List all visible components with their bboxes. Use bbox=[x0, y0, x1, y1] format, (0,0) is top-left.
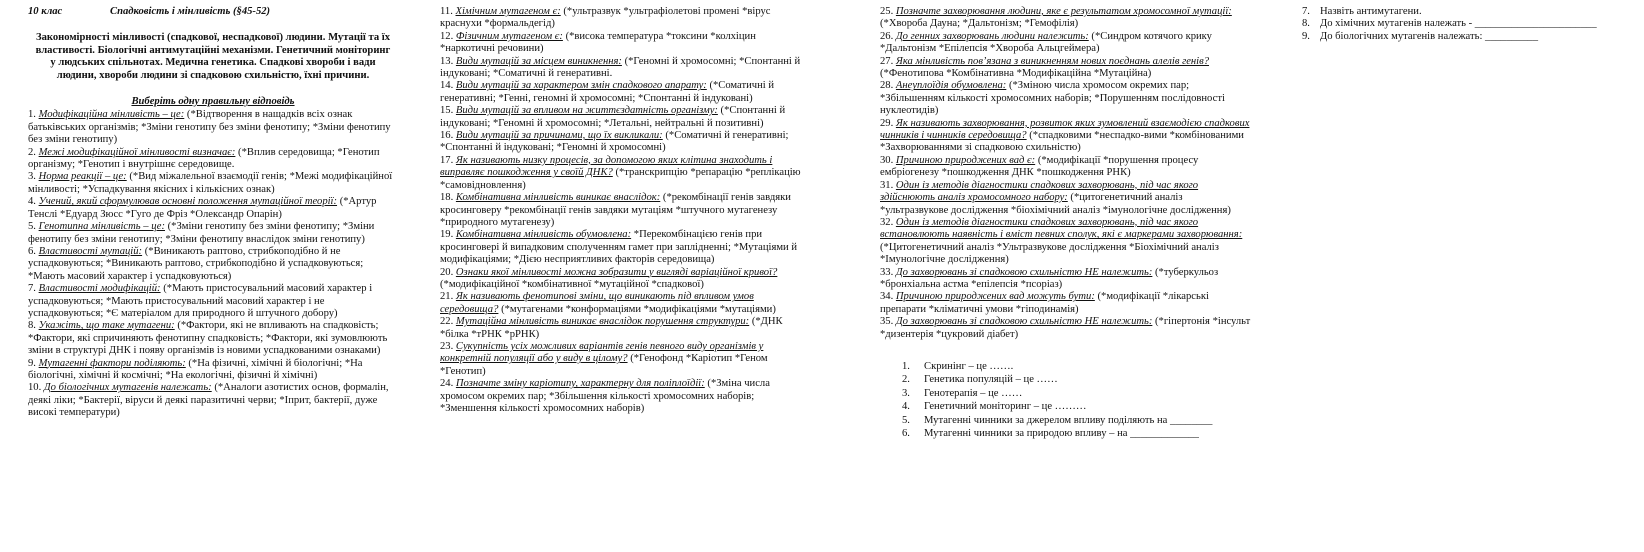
question-number: 16. bbox=[440, 130, 454, 142]
question-item bbox=[28, 382, 398, 419]
answer-options: (*Фактори, які не впливають на спадковість; *Фактори, які спричиняють фенотипну спадковість; *Фактори, які зумовлюють зміни в структурі ДНК і появу організмів із новими успадкованими ознаками) bbox=[28, 320, 388, 357]
question-text: Один із методів діагностики спадкових захворювань, під час якого встановлюють наявність і вміст певних сполук, які є маркерами захворювання: bbox=[880, 216, 1243, 241]
question-item bbox=[880, 80, 1252, 117]
question-item bbox=[880, 31, 1252, 56]
question-text: Позначте захворювання людини, яке є результатом хромосомної мутації: bbox=[895, 6, 1232, 17]
answer-options: (*Вплив середовища; *Генотип організму; *Генотип і внутрішнє середовище. bbox=[28, 146, 380, 171]
question-text: Комбінативна мінливість обумовлена: bbox=[455, 229, 632, 241]
question-item bbox=[880, 316, 1252, 341]
instruction-text: Виберіть одну правильну відповідь bbox=[131, 96, 295, 108]
question-text: До біологічних мутагенів належать: bbox=[43, 382, 212, 394]
question-number: 24. bbox=[440, 378, 454, 390]
question-text: Властивості мутацій: bbox=[38, 245, 143, 257]
open-question-number: 4. bbox=[902, 401, 910, 413]
answer-options: (*Мають пристосувальний масовий характер і успадковуються; *Мають пристосувальний масовий характер і не успадковуються; *Є матеріалом для природного й штучного добору) bbox=[28, 283, 373, 319]
question-text: Межі модифікаційної мінливості визначає: bbox=[38, 146, 236, 158]
question-number: 28. bbox=[880, 80, 894, 92]
question-item bbox=[440, 316, 812, 341]
question-item bbox=[880, 291, 1252, 316]
question-number: 11. bbox=[440, 6, 453, 17]
open-question-item bbox=[1302, 18, 1632, 30]
question-text: Норма реакції – це: bbox=[38, 171, 127, 183]
question-number: 6. bbox=[28, 245, 36, 257]
question-text: Генотипна мінливість – це: bbox=[38, 221, 165, 233]
question-text: Хімічним мутагеном є: bbox=[455, 6, 561, 17]
open-question-item bbox=[902, 388, 1252, 400]
answer-options: (*Генофонд *Каріотип *Геном *Генотип) bbox=[440, 353, 768, 377]
open-question-text: Скринінг – це ……. bbox=[924, 360, 1014, 372]
answer-options: (*транскрипцію *репарацію *реплікацію *самовідновлення) bbox=[440, 167, 801, 191]
question-number: 12. bbox=[440, 30, 454, 42]
questions-group-2 bbox=[440, 6, 812, 415]
question-number: 2. bbox=[28, 146, 36, 158]
question-number: 32. bbox=[880, 216, 894, 228]
question-item bbox=[440, 130, 812, 155]
question-number: 13. bbox=[440, 55, 454, 67]
open-question-item bbox=[902, 374, 1252, 386]
question-item bbox=[28, 283, 398, 320]
open-question-item bbox=[902, 361, 1252, 373]
answer-options: (*висока температура *токсини *колхіцин *наркотичні речовини) bbox=[440, 30, 756, 55]
open-question-text: До біологічних мутагенів належать: __________ bbox=[1320, 30, 1538, 42]
question-number: 30. bbox=[880, 154, 894, 166]
answer-options: (*Цитогенетичний аналіз *Ультразвукове дослідження *Біохімічний аналіз *Імунологічне дослідження) bbox=[880, 241, 1219, 266]
question-number: 10. bbox=[28, 382, 42, 394]
question-item bbox=[880, 6, 1252, 31]
question-number: 5. bbox=[28, 221, 36, 233]
question-text: До захворювань зі спадковою схильністю НЕ належить: bbox=[895, 266, 1153, 278]
answer-options: (*Соматичні й генеративні; *Спонтанні й індуковані; *Геномні й хромосомні) bbox=[440, 130, 789, 154]
answer-options: (*ДНК *білка *тРНК *рРНК) bbox=[440, 316, 783, 340]
answer-options: (*рекомбінації генів завдяки кросинговеру *рекомбінації генів завдяки мутаціям *штучного мутагенезу *природного мутагенезу) bbox=[440, 192, 791, 228]
answer-options: (*Відтворення в нащадків всіх ознак батьківських організмів; *Зміни генотипу без зміни фенотипу; *Зміни фенотипу без зміни генотипу) bbox=[28, 109, 391, 146]
question-item bbox=[28, 109, 398, 146]
open-question-item bbox=[902, 401, 1252, 413]
open-question-text: До хімічних мутагенів належать - _______________________ bbox=[1320, 18, 1597, 30]
answer-options: (*Зміною числа хромосом окремих пар; *Збільшенням кількості хромосомних наборів; *Порушенням послідовності нуклеотидів) bbox=[880, 80, 1225, 117]
answer-options: (*Соматичні й генеративні; *Генні, геномні й хромосомні; *Спонтанні й індуковані) bbox=[440, 80, 775, 104]
question-text: Види мутацій за характером змін спадкового апарату: bbox=[455, 80, 707, 92]
grade-label: 10 клас bbox=[28, 6, 63, 17]
question-item bbox=[440, 31, 812, 56]
question-item bbox=[880, 118, 1252, 155]
question-item bbox=[440, 6, 812, 31]
question-number: 15. bbox=[440, 105, 454, 117]
question-number: 7. bbox=[28, 283, 36, 295]
answer-options: (*Артур Тенслі *Едуард Зюсс *Гуго де Фріз *Олександр Опарін) bbox=[28, 196, 377, 220]
column-3 bbox=[880, 6, 1252, 441]
question-text: До генних захворювань людини належить: bbox=[895, 30, 1089, 42]
question-number: 9. bbox=[28, 357, 36, 369]
question-text: Ознаки якої мінливості можна зобразити у вигляді варіаційної кривої? bbox=[455, 266, 778, 278]
question-item bbox=[880, 155, 1252, 180]
question-number: 1. bbox=[28, 109, 36, 121]
open-question-number: 7. bbox=[1302, 6, 1310, 17]
question-number: 8. bbox=[28, 320, 36, 332]
answer-options: (*Аналоги азотистих основ, формалін, деякі ліки; *Бактерії, віруси й деякі паразитичні черви; *Іприт, бактерії, дуже високі температури) bbox=[28, 382, 389, 419]
open-question-number: 6. bbox=[902, 428, 910, 439]
question-text: Учений, який сформулював основні положення мутаційної теорії: bbox=[38, 196, 338, 208]
questions-group-1 bbox=[28, 109, 398, 419]
open-questions-list-continued bbox=[1302, 6, 1632, 43]
question-number: 19. bbox=[440, 229, 454, 241]
answer-options: (*мутагенами *конформаціями *модифікаціями *мутаціями) bbox=[501, 303, 776, 315]
question-text: Один із методів діагностики спадкових захворювань, під час якого здійснюють аналіз хромосомного набору: bbox=[880, 179, 1199, 204]
question-number: 25. bbox=[880, 6, 894, 17]
question-text: До захворювань зі спадковою схильністю НЕ належить: bbox=[895, 316, 1153, 328]
question-text: Мутаційна мінливість виникає внаслідок порушення структури: bbox=[455, 316, 750, 328]
question-text: Види мутацій за впливом на життєздатність організму: bbox=[455, 105, 718, 117]
question-item bbox=[440, 80, 812, 105]
open-question-text: Назвіть антимутагени. bbox=[1320, 6, 1422, 17]
column-4 bbox=[1302, 6, 1632, 43]
question-text: Комбінативна мінливість виникає внаслідок: bbox=[455, 192, 661, 204]
question-item bbox=[440, 105, 812, 130]
question-number: 18. bbox=[440, 192, 454, 204]
open-question-number: 1. bbox=[902, 360, 910, 372]
question-item bbox=[440, 378, 812, 415]
question-text: Причиною природжених вад можуть бути: bbox=[895, 291, 1095, 303]
answer-options: (*модифікаційної *комбінативної *мутаційної *спадкової) bbox=[440, 278, 704, 290]
answer-options: (*Синдром котячого крику *Дальтонізм *Епілепсія *Хвороба Альцгеймера) bbox=[880, 30, 1212, 55]
open-question-item bbox=[1302, 31, 1632, 43]
topic-heading: Закономірності мінливості (спадкової, неспадкової) людини. Мутації та їх властивості. Біологічні антимутаційні механізми. Генетичний моніторинг у людських спільнотах. Медична генетика. Спадкові хвороби і вади людини, хвороби людини зі спадковою схильністю, їхні причини. bbox=[35, 32, 391, 81]
answer-options: (*Виникають раптово, стрибкоподібно й не успадковуються; *Виникають раптово, стрибкоподібно й успадковуються; *Мають масовий характер і успадковуються) bbox=[28, 245, 364, 282]
question-item bbox=[28, 147, 398, 172]
answer-options: (*гіпертонія *інсульт *дизентерія *цукровий діабет) bbox=[880, 316, 1251, 340]
question-item bbox=[28, 196, 398, 221]
question-text: Укажіть, що таке мутагени: bbox=[38, 320, 175, 332]
answer-options: (*Спонтанні й індуковані; *Геномні й хромосомні; *Летальні, нейтральні й позитивні) bbox=[440, 105, 786, 129]
open-question-text: Мутагенні чинники за джерелом впливу поділяють на ________ bbox=[924, 414, 1213, 426]
question-text: Як називають низку процесів, за допомогою яких клітина знаходить і виправляє пошкодження у своїй ДНК? bbox=[440, 154, 773, 179]
open-question-item bbox=[902, 428, 1252, 440]
open-question-text: Генотерапія – це …… bbox=[924, 387, 1023, 399]
question-item bbox=[28, 171, 398, 196]
open-question-item bbox=[1302, 6, 1632, 18]
question-item bbox=[440, 192, 812, 229]
question-text: Види мутацій за причинами, що їх викликали: bbox=[455, 130, 663, 142]
question-text: Причиною природжених вад є: bbox=[895, 154, 1036, 166]
question-text: Мутагенні фактори поділяють: bbox=[38, 357, 186, 369]
question-number: 27. bbox=[880, 55, 894, 67]
question-number: 33. bbox=[880, 266, 894, 278]
question-number: 29. bbox=[880, 117, 894, 129]
question-item bbox=[880, 267, 1252, 292]
question-number: 26. bbox=[880, 30, 894, 42]
question-text: Анеуплоїдія обумовлена: bbox=[895, 80, 1007, 92]
open-question-text: Мутагенні чинники за природою впливу – на _____________ bbox=[924, 428, 1199, 439]
column-2 bbox=[440, 6, 812, 415]
question-text: Властивості модифікацій: bbox=[38, 283, 161, 295]
question-text: Яка мінливість пов’язана з виникненням нових поєднань алелів генів? bbox=[895, 55, 1210, 67]
question-number: 4. bbox=[28, 196, 36, 208]
answer-options: (*туберкульоз *бронхіальна астма *епілепсія *псоріаз) bbox=[880, 266, 1219, 290]
answer-options: (*Фенотипова *Комбінативна *Модифікаційна *Мутаційна) bbox=[880, 68, 1152, 80]
answer-options: (*ультразвук *ультрафіолетові промені *вірус краснухи *формальдегід) bbox=[440, 6, 771, 30]
answer-options: (*цитогенетичний аналіз *ультразвукове дослідження *біохімічний аналіз *імунологічне дослідження) bbox=[880, 192, 1231, 216]
question-item bbox=[440, 291, 812, 316]
question-item bbox=[28, 320, 398, 357]
question-number: 17. bbox=[440, 154, 454, 166]
answer-options: *Перекомбінацією генів при кросинговері й випадковим сполученням гамет при заплідненні; *Мутаціями й модифікаціями; *Дією несприятливих факторів середовища) bbox=[440, 229, 798, 266]
question-text: Як називають фенотипові зміни, що виникають під впливом умов середовища? bbox=[440, 291, 754, 315]
answer-options: (*Зміна числа хромосом окремих пар; *Збільшення кількості хромосомних наборів; *Зменшення кількості хромосомних наборів) bbox=[440, 378, 770, 414]
question-item bbox=[28, 246, 398, 283]
answer-options: (*Вид міжалельної взаємодії генів; *Межі модифікаційної мінливості; *Успадкування якісних і кількісних ознак) bbox=[28, 171, 393, 195]
open-question-number: 2. bbox=[902, 374, 910, 386]
question-number: 34. bbox=[880, 291, 894, 303]
question-item bbox=[28, 358, 398, 383]
open-question-text: Генетика популяцій – це …… bbox=[924, 374, 1058, 386]
answer-options: (*модифікації *лікарські препарати *кліматичні умови *гіподинамія) bbox=[880, 291, 1209, 315]
question-number: 21. bbox=[440, 291, 454, 303]
question-text: Модифікаційна мінливість – це: bbox=[38, 109, 185, 121]
question-number: 3. bbox=[28, 171, 36, 183]
open-question-number: 9. bbox=[1302, 30, 1310, 42]
question-number: 14. bbox=[440, 80, 454, 92]
question-item bbox=[880, 180, 1252, 217]
question-text: Сукупність усіх можливих варіантів генів певного виду організмів у конкретній популяції або у виду в цілому? bbox=[440, 340, 764, 365]
open-questions-list bbox=[880, 361, 1252, 440]
answer-options: (*спадковими *неспадко-вими *комбінованими *Захворюваннями зі спадковою схильністю) bbox=[880, 130, 1244, 154]
question-number: 20. bbox=[440, 266, 454, 278]
question-text: Як називають захворювання, розвиток яких зумовлений взаємодією спадкових чинників і чинників середовища? bbox=[880, 117, 1250, 142]
answer-options: (*На фізичні, хімічні й біологічні; *На біологічні, хімічні й космічні; *На екологічні, фізичні й хімічні) bbox=[28, 357, 363, 381]
question-number: 22. bbox=[440, 316, 454, 328]
open-question-item bbox=[902, 415, 1252, 427]
question-text: Види мутацій за місцем виникнення: bbox=[455, 55, 622, 67]
column-1 bbox=[28, 6, 398, 420]
open-question-text: Генетичний моніторинг – це ……… bbox=[924, 401, 1087, 413]
questions-group-3 bbox=[880, 6, 1252, 341]
question-number: 31. bbox=[880, 179, 894, 191]
question-item bbox=[440, 267, 812, 292]
answer-options: (*Зміни генотипу без зміни фенотипу; *Зміни фенотипу без зміни генотипу; *Зміни фенотипу внаслідок зміни генотипу) bbox=[28, 221, 375, 245]
question-number: 35. bbox=[880, 316, 894, 328]
question-item bbox=[440, 229, 812, 266]
answer-options: (*Хвороба Дауна; *Дальтонізм; *Гемофілія) bbox=[880, 18, 1079, 30]
question-item bbox=[440, 155, 812, 192]
question-item bbox=[440, 56, 812, 81]
question-text: Фізичним мутагеном є: bbox=[455, 30, 563, 42]
open-question-number: 5. bbox=[902, 414, 910, 426]
open-question-number: 3. bbox=[902, 387, 910, 399]
question-number: 23. bbox=[440, 340, 454, 352]
answer-options: (*модифікації *порушення процесу ембріогенезу *пошкодження ДНК *пошкодження РНК) bbox=[880, 154, 1199, 179]
question-item bbox=[880, 217, 1252, 267]
worksheet-header bbox=[28, 6, 398, 18]
question-item bbox=[440, 341, 812, 378]
open-question-number: 8. bbox=[1302, 18, 1310, 30]
question-text: Позначте зміну каріотипу, характерну для поліплоїдії: bbox=[455, 378, 705, 390]
question-item bbox=[28, 221, 398, 246]
question-item bbox=[880, 56, 1252, 81]
worksheet-title: Спадковість і мінливість (§45-52) bbox=[110, 6, 271, 17]
answer-options: (*Геномні й хромосомні; *Спонтанні й індуковані; *Соматичні й генеративні. bbox=[440, 55, 801, 80]
